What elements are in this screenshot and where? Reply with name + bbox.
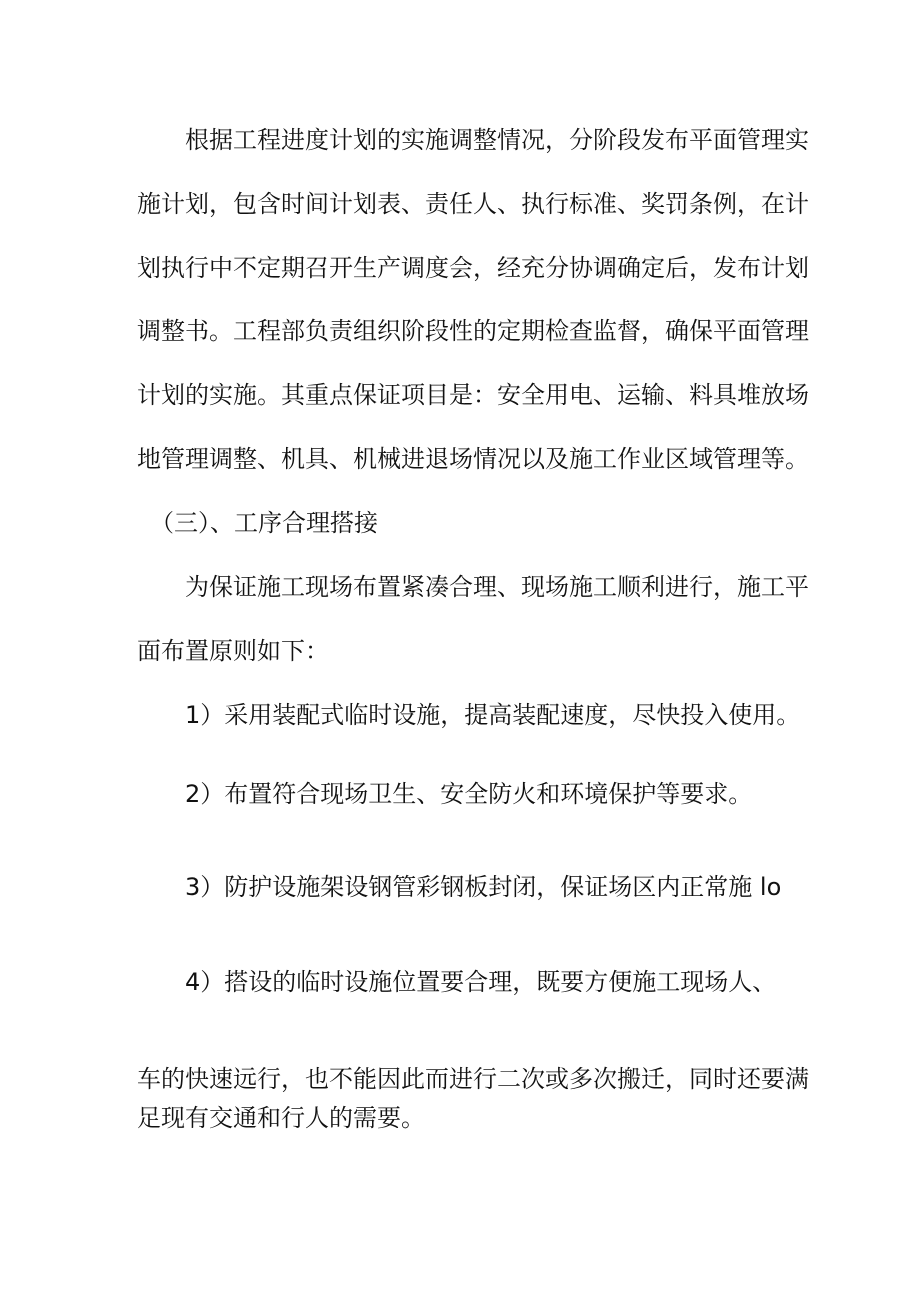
paragraph-line: 根据工程进度计划的实施调整情况，分阶段发布平面管理实 [185,126,809,154]
paragraph-line: 足现有交通和行人的需要。 [137,1104,425,1132]
paragraph-line: 计划的实施。其重点保证项目是：安全用电、运输、料具堆放场 [137,381,809,409]
list-item: 1）采用装配式临时设施，提高装配速度，尽快投入使用。 [185,701,801,729]
paragraph-line: 为保证施工现场布置紧凑合理、现场施工顺利进行，施工平 [185,573,809,601]
paragraph-line: 划执行中不定期召开生产调度会，经充分协调确定后，发布计划 [137,254,809,282]
section-heading: （三）、工序合理搭接 [150,509,378,537]
paragraph-line: 车的快速远行，也不能因此而进行二次或多次搬迁，同时还要满 [137,1065,809,1093]
paragraph-line: 地管理调整、机具、机械进退场情况以及施工作业区域管理等。 [137,445,809,473]
paragraph-line: 施计划，包含时间计划表、责任人、执行标准、奖罚条例，在计 [137,190,809,218]
paragraph-line: 面布置原则如下： [137,637,329,665]
list-item: 3）防护设施架设钢管彩钢板封闭，保证场区内正常施 lo [185,873,782,901]
list-item: 4）搭设的临时设施位置要合理，既要方便施工现场人、 [185,968,777,996]
paragraph-line: 调整书。工程部负责组织阶段性的定期检查监督，确保平面管理 [137,317,809,345]
list-item: 2）布置符合现场卫生、安全防火和环境保护等要求。 [185,780,753,808]
